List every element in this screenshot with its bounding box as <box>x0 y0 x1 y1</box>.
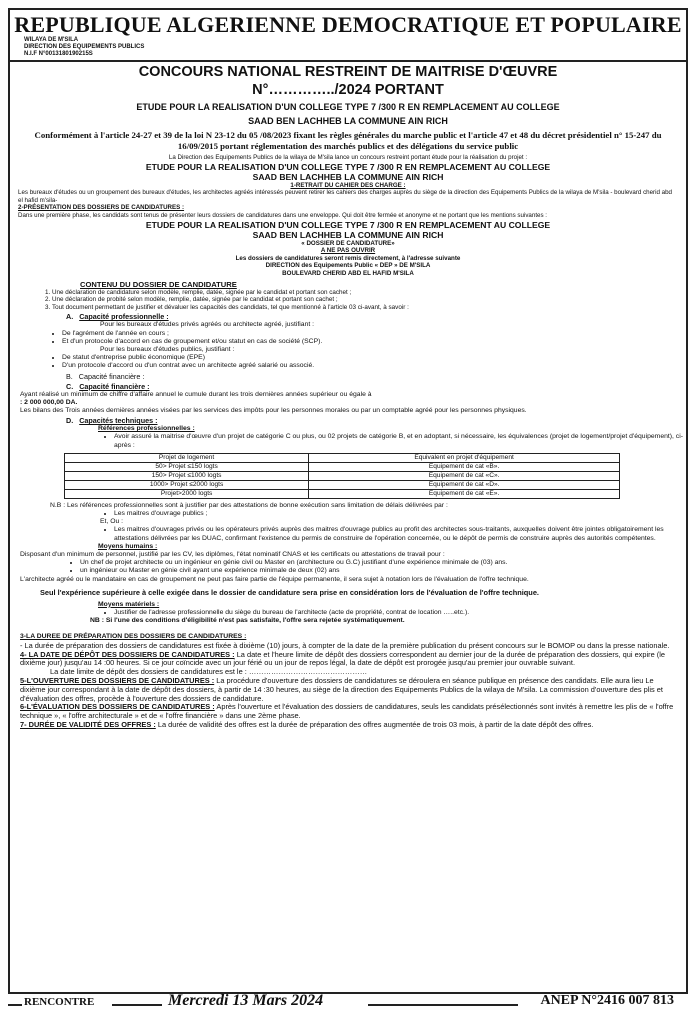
mention-delivery: Les dossiers de candidatures seront remis directement, à l'adresse suivante <box>235 254 461 262</box>
human-note: L'architecte agréé ou le mandataire en cas de groupement ne peut pas faire partie de l'équipe permanente, il sera sujet à notation lors de l'évaluation de l'offre technique. <box>20 575 529 583</box>
cap-a-heading <box>66 312 686 321</box>
newspaper-brand: RENCONTRE <box>24 996 95 1008</box>
human-heading: Moyens humains : <box>98 542 158 550</box>
table-cell: Projet>2000 logts <box>65 489 309 498</box>
human-text: Disposant d'un minimum de personnel, justifié par les CV, les diplômes, l'état nominatif CNAS et les certificats ou attestations de travail pour : <box>20 550 445 558</box>
republic-title: REPUBLIQUE ALGERIENNE DEMOCRATIQUE ET POPULAIRE <box>14 12 682 37</box>
cap-d-title: Capacités techniques : <box>79 416 158 426</box>
section2-heading: 2-PRÉSENTATION DES DOSSIERS DE CANDIDATURES : <box>18 204 185 212</box>
nb-list2 <box>10 526 686 542</box>
cap-c-label: C. <box>66 381 74 391</box>
cap-a-label: A. <box>66 312 74 322</box>
cap-b-title: Capacité financière : <box>78 371 145 381</box>
cap-a-title: Capacité professionnelle : <box>79 312 169 322</box>
cap-c-text3: Les bilans des Trois années dernières années visées par les services des impôts pour les personnes morales ou par un comptable agréé pour les personnes physiques. <box>20 406 527 414</box>
section1-heading: 1-RETRAIT DU CAHIER DES CHARGE : <box>290 181 406 189</box>
experience-note: Seul l'expérience supérieure à celle exigée dans le dossier de candidature sera prise en considération lors de l'évaluation de l'offre technique. <box>40 587 539 597</box>
nif-label: N.I.F N°0013180190215S <box>24 51 93 57</box>
table-header-row <box>65 453 620 462</box>
intro-subject-line1: ETUDE POUR LA REALISATION D'UN COLLEGE TYPE 7 /300 R EN REMPLACEMENT AU COLLEGE <box>145 161 551 172</box>
contents-heading: CONTENU DU DOSSIER DE CANDIDATURE <box>80 279 237 289</box>
nb-or: Et, Ou : <box>100 518 124 526</box>
direction-label: DIRECTION DES EQUIPEMENTS PUBLICS <box>24 44 145 50</box>
section7-text: La durée de validité des offres est la durée de préparation des offres augmentée de trois 03 mois, à partir de la date dépôt des offres. <box>157 719 594 729</box>
table-cell: Equipement de cat «D». <box>309 480 620 489</box>
section3-heading: 3-LA DUREE DE PRÉPARATION DES DOSSIERS DE CANDIDATURES : <box>20 633 247 641</box>
cap-c-title: Capacité financière : <box>79 381 150 391</box>
section7-heading: 7- DURÉE DE VALIDITÉ DES OFFRES : <box>20 719 156 729</box>
section6-block <box>20 703 676 721</box>
section2-subject-line1: ETUDE POUR LA REALISATION D'UN COLLEGE TYPE 7 /300 R EN REMPLACEMENT AU COLLEGE <box>145 219 551 230</box>
table-row <box>65 489 620 498</box>
section4-text: La date et l'heure limite de dépôt des dossiers correspondent au dernier jour de la durée de préparation des dossiers, qui expire (le dixième jour) jusqu'au 14 :00 heures. Si ce jour coïncide avec un jour férié ou un jour de repos légal, la date de dépôt est prorogée jusqu'au premier jour ouvrable suivant. <box>20 649 665 668</box>
contents-list <box>10 289 686 312</box>
equivalence-table <box>64 453 620 499</box>
section3-text: - La durée de préparation des dossiers de candidatures est fixée à dixième (10) jours, à compter de la date de la première publication du présent concours sur le BOMOP ou dans la presse nationale. <box>20 640 670 650</box>
cap-b-label: B. <box>66 371 73 381</box>
footer-rule-left <box>8 1004 22 1006</box>
human-list <box>10 559 686 575</box>
footer-rule-mid-left <box>112 1004 162 1006</box>
cap-b-heading <box>66 372 686 381</box>
section5-heading: 5-L'OUVERTURE DES DOSSIERS DE CANDIDATURES : <box>20 675 215 685</box>
header-divider <box>10 60 686 62</box>
section5-block <box>20 677 676 703</box>
section6-text: Après l'ouverture et l'évaluation des dossiers de candidatures, seuls les candidats présélectionnés sont invités à remettre les plis de « l'offre technique », « l'offre architecturale » et de « l'offre financière » dans une 2ème phase. <box>20 702 674 721</box>
cap-d-heading <box>66 416 686 425</box>
list-item: • Les maitres d'ouvrage publics ; <box>114 510 686 518</box>
wilaya-label: WILAYA DE M'SILA <box>24 37 79 43</box>
cap-c-text1: Ayant réalisé un minimum de chiffre d'affaire annuel le cumule durant les trois dernières années supérieur ou égale à <box>20 390 372 398</box>
announcement-page <box>8 8 688 994</box>
mention-direction: DIRECTION des Equipements Public « DEP » DE M'SILA <box>265 262 431 270</box>
section2-text: Dans une première phase, les candidats sont tenus de présenter leurs dossiers de candidatures dans une enveloppe. Qui doit être fermée et anonyme et ne portant que les mentions suivantes : <box>18 211 548 219</box>
table-cell: 150> Projet ≤1000 logts <box>65 471 309 480</box>
table-cell: Equipement de cat «B». <box>309 462 620 471</box>
table-cell: 50> Projet ≤150 logts <box>65 462 309 471</box>
contest-title: CONCOURS NATIONAL RESTREINT DE MAITRISE D'ŒUVRE <box>138 64 558 80</box>
material-heading: Moyens matériels : <box>98 600 160 608</box>
list-item: 3. Tout document permettant de justifier et dévaluer les capacités des candidats, tel que mentionné à l'article 03 ci-avant, à savoir : <box>52 304 686 312</box>
footer <box>8 992 688 1016</box>
cap-d-label: D. <box>66 416 74 426</box>
cap-d-list <box>10 433 686 449</box>
contest-number: N°…………../2024 PORTANT <box>252 82 444 98</box>
table-cell: 1000> Projet ≤2000 logts <box>65 480 309 489</box>
section1-text: Les bureaux d'études ou un groupement des bureaux d'études, les architectes agréés intéressés peuvent retirer les cahiers des charges auprès du siège de la direction des Equipements Publics de la wilaya de M'sila - boulevard cherid abd el hafid m'sila- <box>18 189 672 204</box>
table-cell: Equipement de cat «E». <box>309 489 620 498</box>
list-item: • un ingénieur ou Master en génie civil ayant une expérience minimale de deux (02) ans <box>80 567 686 575</box>
nb-list <box>10 510 686 518</box>
intro-subject-line2: SAAD BEN LACHHEB LA COMMUNE AIN RICH <box>252 171 444 182</box>
section7-block <box>20 721 676 730</box>
intro-text: La Direction des Equipements Publics de la wilaya de M'sila lance un concours restreint portant étude pour la réalisation du projet : <box>168 154 528 161</box>
mention-address: BOULEVARD CHERID ABD EL HAFID M'SILA <box>282 269 414 277</box>
footer-rule-mid-right <box>368 1004 518 1006</box>
list-item: • De l'agrément de l'année en cours ; <box>62 330 686 338</box>
section2-subject-line2: SAAD BEN LACHHEB LA COMMUNE AIN RICH <box>252 229 444 240</box>
section4-heading: 4- LA DATE DE DÉPÔT DES DOSSIERS DE CANDIDATURES : <box>20 649 235 659</box>
cap-d-subheading: Références professionnelles : <box>98 425 195 433</box>
contest-subject-line1: ETUDE POUR LA REALISATION D'UN COLLEGE TYPE 7 /300 R EN REMPLACEMENT AU COLLEGE <box>136 102 560 112</box>
list-item: • Un chef de projet architecte ou un ingénieur en génie civil ou Master en (architecture ou G.C) justifiant d'une expérience minimale de (03) ans. <box>80 559 686 567</box>
conformity-statement: Conformément à l'article 24-27 et 39 de la loi N 23-12 du 05 /08/2023 fixant les règles générales du marche public et l'article 47 et 48 du décret présidentiel n° 15-247 du 16/09/2015 portant réglementation des marchés publics et des délégations du service public <box>34 130 662 151</box>
list-item: • Justifier de l'adresse professionnelle du siège du bureau de l'architecte (acte de propriété, contrat de location …..etc.). <box>114 609 686 617</box>
table-header-housing: Projet de logement <box>65 453 309 462</box>
nb-references: N.B : Les références professionnelles sont à justifier par des attestations de bonne exécution sans limitation de délais délivrées par : <box>50 501 448 509</box>
table-row <box>65 471 620 480</box>
table-row <box>65 480 620 489</box>
list-item: • Les maitres d'ouvrages privés ou les opérateurs privés auprès des maitres d'ouvrage publics au profit des architectes sous-traitants, auxquelles doivent être jointes obligatoirement les attestations délivrées par les DUAC, confirmant l'existence du permis de construire de l'opération concernée, ou le dépôt de permis de construire auprès des autorités compétentes. <box>114 526 686 542</box>
cap-a-intro1: Pour les bureaux d'études privés agréés ou architecte agréé, justifiant : <box>100 321 315 329</box>
cap-c-amount: : 2 000 000,00 DA. <box>20 398 78 406</box>
list-item: • Avoir assuré la maitrise d'œuvre d'un projet de catégorie C ou plus, ou 02 projets de catégorie B, et en adoptant, si nécessaire, les équivalences (projet de logement/projet d'équipement), ci-après : <box>114 433 686 449</box>
cap-a-list1 <box>10 330 686 346</box>
list-item: • De statut d'entreprise public économique (EPE) <box>62 354 686 362</box>
contest-subject-line2: SAAD BEN LACHHEB LA COMMUNE AIN RICH <box>248 116 448 126</box>
anep-number: ANEP N°2416 007 813 <box>540 993 674 1008</box>
mention-do-not-open: A NE PAS OUVRIR <box>320 247 376 255</box>
material-list <box>10 609 686 617</box>
section6-heading: 6-L'ÉVALUATION DES DOSSIERS DE CANDIDATURES : <box>20 702 215 712</box>
list-item: 1. Une déclaration de candidature selon modèle, remplie, datée, signée par le candidat et portant son cachet ; <box>52 289 686 297</box>
list-item: 2. Une déclaration de probité selon modèle, remplie, datée, signée par le candidat et portant son cachet ; <box>52 296 686 304</box>
publication-date: Mercredi 13 Mars 2024 <box>168 992 324 1009</box>
section4-limit: La date limite de dépôt des dossiers de candidatures est le : ………………………………………… <box>50 667 368 677</box>
cap-a-intro2: Pour les bureaux d'études publics, justifiant : <box>100 345 235 353</box>
eligibility-note: NB : Si l'une des conditions d'éligibilité n'est pas satisfaite, l'offre sera rejetée systématiquement. <box>90 617 405 625</box>
table-row <box>65 462 620 471</box>
table-cell: Equipement de cat «C». <box>309 471 620 480</box>
table-header-equipment: Equivalent en projet d'équipement <box>309 453 620 462</box>
mention-dossier: « DOSSIER DE CANDIDATURE» <box>301 239 395 247</box>
list-item: • Et d'un protocole d'accord en cas de groupement et/ou statut en cas de société (SCP). <box>62 338 686 346</box>
section5-text: La procédure d'ouverture des dossiers de candidatures se déroulera en séance publique en présence des candidats. Elle aura lieu Le dixième jour correspondant à la date de dépôt des dossiers, à partir de 14 :30 heures, au siège de la direction des Equipements Publics de la wilaya de M'sila. La commission d'ouverture des plis et d'évaluation des offres, procède à l'ouverture des dossiers de candidature. <box>20 675 663 703</box>
list-item: • D'un protocole d'accord ou d'un contrat avec un architecte agréé salarié ou associé. <box>62 362 686 370</box>
cap-c-heading <box>66 382 686 391</box>
section4-block <box>20 651 676 669</box>
cap-a-list2 <box>10 354 686 370</box>
